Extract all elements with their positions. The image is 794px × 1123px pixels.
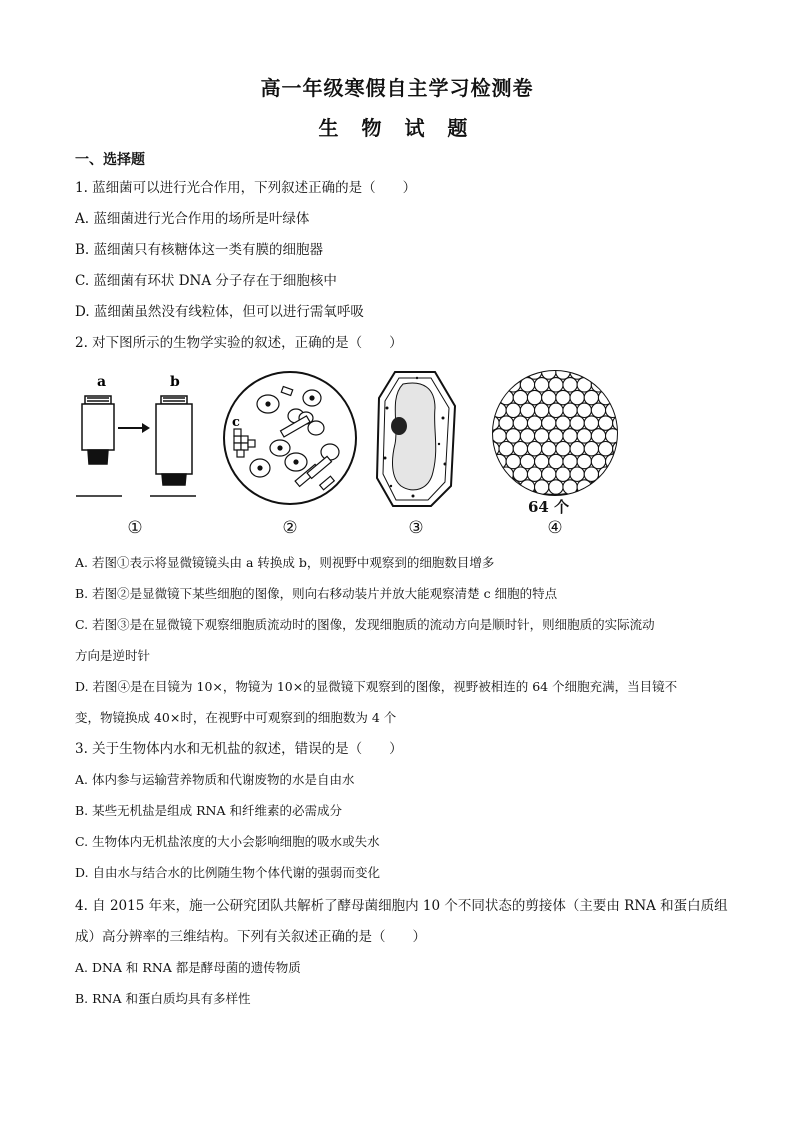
cell-circle (606, 378, 620, 392)
cell-circle (556, 467, 570, 481)
cell-circle (591, 429, 605, 443)
q3-option-a: A. 体内参与运输营养物质和代谢废物的水是自由水 (75, 772, 355, 787)
figure-3-plant-cell (373, 368, 459, 538)
cell-circle (527, 467, 541, 481)
cell-circle (570, 390, 584, 404)
q3-option-d: D. 自由水与结合水的比例随生物个体代谢的强弱而变化 (75, 865, 381, 880)
cell-circle (598, 416, 612, 430)
cell-circle (556, 416, 570, 430)
cell-circle (549, 403, 563, 417)
lens-a (82, 396, 114, 464)
cell-circle (513, 390, 527, 404)
cell-circle (549, 378, 563, 392)
cell-circle (556, 442, 570, 456)
cell-circle (527, 390, 541, 404)
cell-circle (506, 480, 520, 494)
cell-circle (570, 416, 584, 430)
cell-circle (499, 390, 513, 404)
q3-option-c: C. 生物体内无机盐浓度的大小会影响细胞的吸水或失水 (75, 834, 380, 849)
exam-title: 高一年级寒假自主学习检测卷 (260, 76, 534, 100)
q1-option-a: A. 蓝细菌进行光合作用的场所是叶绿体 (75, 211, 310, 227)
cell-circle (527, 416, 541, 430)
cell-circle (598, 368, 612, 379)
cell-circle (506, 429, 520, 443)
exam-subtitle: 生 物 试 题 (318, 116, 476, 140)
cell-circle (570, 467, 584, 481)
cell-circle (513, 467, 527, 481)
cell-circle (499, 368, 513, 379)
figure-1-objectives (70, 368, 210, 538)
cell-circle (556, 390, 570, 404)
cell-circle (513, 416, 527, 430)
cell-circle (542, 416, 556, 430)
cell-circle (492, 429, 506, 443)
cell-circle (490, 390, 499, 404)
q4-stem-line1: 4. 自 2015 年来，施一公研究团队共解析了酵母菌细胞内 10 个不同状态的剪接体（主要由 RNA 和蛋白质组 (75, 898, 728, 914)
cell-circle (549, 454, 563, 468)
cell-circle (542, 390, 556, 404)
figure-3-number: ③ (408, 518, 424, 538)
q4-option-b: B. RNA 和蛋白质均具有多样性 (75, 991, 251, 1006)
arrow-icon (118, 423, 150, 433)
cell-circle (613, 368, 620, 379)
cell-circle (577, 429, 591, 443)
figure-2-field (220, 368, 360, 538)
figure-4-number: ④ (547, 518, 563, 538)
cell-circle (563, 454, 577, 468)
q2-option-d-line1: D. 若图④是在目镜为 10×，物镜为 10×的显微镜下观察到的图像，视野被相连的 64 个细胞充满，当目镜不 (75, 679, 678, 694)
figure-4-cell-field (490, 368, 620, 538)
q1-option-d: D. 蓝细菌虽然没有线粒体，但可以进行需氧呼吸 (75, 304, 364, 320)
cell-circle (613, 467, 620, 481)
cell-circle (499, 442, 513, 456)
cell-circle (591, 378, 605, 392)
cell-circle (591, 454, 605, 468)
cell-circle (499, 416, 513, 430)
cell-circle (535, 480, 549, 494)
cell-circle (584, 390, 598, 404)
cell-circle (613, 390, 620, 404)
cell-circle (584, 416, 598, 430)
cell-circle (492, 480, 506, 494)
q2-option-c-line2: 方向是逆时针 (75, 648, 151, 663)
q2-option-b: B. 若图②是显微镜下某些细胞的图像，则向右移动装片并放大能观察清楚 c 细胞的特点 (75, 586, 558, 601)
q1-option-b: B. 蓝细菌只有核糖体这一类有膜的细胞器 (75, 242, 324, 258)
cell-circle (492, 378, 506, 392)
cell-circle (577, 480, 591, 494)
cell-circle (506, 454, 520, 468)
cell-circle (563, 429, 577, 443)
cell-circle (542, 442, 556, 456)
cell-circle (520, 480, 534, 494)
cell-circle (591, 403, 605, 417)
cell-circle (506, 403, 520, 417)
cell-circle (499, 467, 513, 481)
cell-circle (506, 378, 520, 392)
label-c: c (232, 415, 240, 430)
cell-circle (535, 378, 549, 392)
q1-option-c: C. 蓝细菌有环状 DNA 分子存在于细胞核中 (75, 273, 337, 289)
cell-circle (606, 480, 620, 494)
cell-circle (520, 454, 534, 468)
lens-b (156, 396, 192, 485)
cell-circle (563, 403, 577, 417)
cell-circle (527, 442, 541, 456)
cell-circle (584, 368, 598, 379)
cell-circle (577, 378, 591, 392)
cell-circle (577, 403, 591, 417)
cell-circle (598, 390, 612, 404)
figure-2-number: ② (282, 518, 298, 538)
q2-option-a: A. 若图①表示将显微镜镜头由 a 转换成 b，则视野中观察到的细胞数目增多 (75, 555, 495, 570)
q3-stem: 3. 关于生物体内水和无机盐的叙述，错误的是（ ） (75, 741, 403, 757)
q2-figure (70, 368, 670, 543)
cell-circle (549, 480, 563, 494)
cell-circle (584, 442, 598, 456)
label-a: a (97, 374, 107, 390)
q4-option-a: A. DNA 和 RNA 都是酵母菌的遗传物质 (75, 960, 301, 975)
section-heading: 一、选择题 (75, 152, 145, 168)
cell-circle (490, 368, 499, 379)
cell-circle (490, 467, 499, 481)
cell-circle (563, 378, 577, 392)
cell-circle (549, 429, 563, 443)
cell-circle (535, 403, 549, 417)
q2-option-c-line1: C. 若图③是在显微镜下观察细胞质流动时的图像，发现细胞质的流动方向是顺时针，则细胞质的实际流动 (75, 617, 655, 632)
label-b: b (170, 374, 180, 390)
cell-circle (570, 442, 584, 456)
cell-circle (598, 442, 612, 456)
q2-stem: 2. 对下图所示的生物学实验的叙述，正确的是（ ） (75, 335, 403, 351)
q2-option-d-line2: 变，物镜换成 40×时，在视野中可观察到的细胞数为 4 个 (75, 710, 397, 725)
cell-circle (513, 442, 527, 456)
cell-circle (535, 454, 549, 468)
cell-circle (520, 429, 534, 443)
q3-option-b: B. 某些无机盐是组成 RNA 和纤维素的必需成分 (75, 803, 342, 818)
cell-circle (542, 467, 556, 481)
figure-1-number: ① (127, 518, 143, 538)
nucleus (391, 417, 407, 435)
cell-circle (577, 454, 591, 468)
q1-stem: 1. 蓝细菌可以进行光合作用，下列叙述正确的是（ ） (75, 180, 417, 196)
cell-count-label: 64 个 (528, 498, 570, 516)
cell-circle (535, 429, 549, 443)
cell-circle (520, 403, 534, 417)
q4-stem-line2: 成）高分辨率的三维结构。下列有关叙述正确的是（ ） (75, 929, 426, 945)
